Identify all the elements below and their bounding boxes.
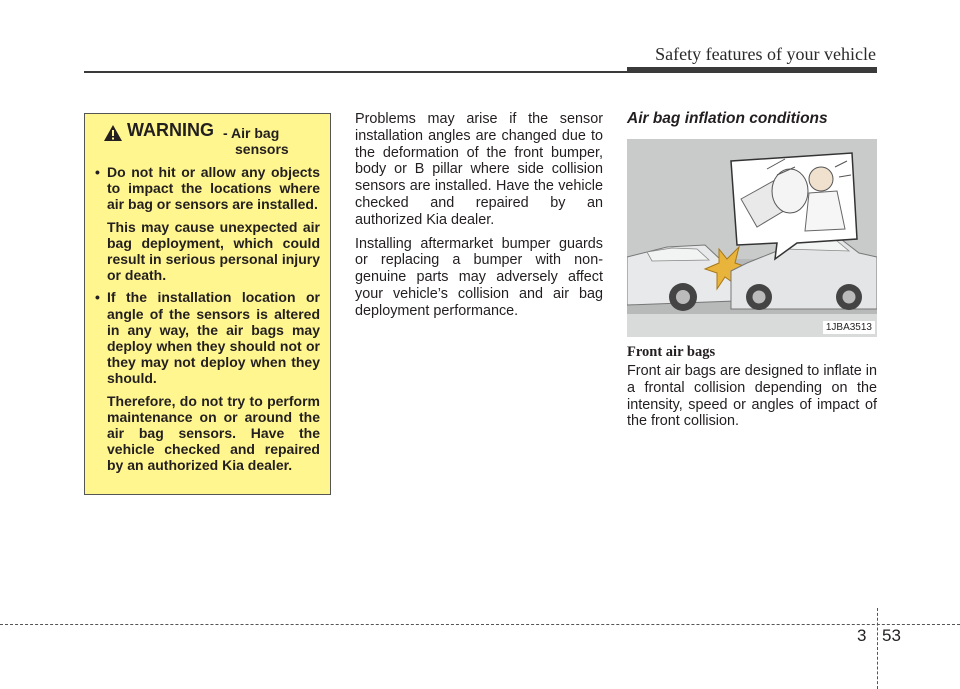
warning-subtitle-line1: - Air bag	[223, 125, 280, 141]
warning-word: WARNING	[127, 120, 214, 140]
sub-heading: Front air bags	[627, 344, 716, 360]
warning-item-text: • If the installation location or angle of the sensors is altered in any way, the air bags may deploy when they should not or they may not deploy when they should.	[107, 289, 320, 387]
header-title: Safety features of your vehicle	[655, 44, 876, 64]
warning-triangle-icon	[103, 124, 123, 142]
right-column	[627, 363, 877, 430]
footer-rule	[0, 624, 960, 625]
car-collision-drawing	[627, 139, 877, 337]
image-caption: 1JBA3513	[823, 321, 875, 334]
body-paragraph: Problems may arise if the sensor installation angles are changed due to the deformation of the front bumper, body or B pillar where side collision sensors are installed. Have the vehicle checked and repaired by an authorized Kia dealer.	[355, 111, 603, 228]
warning-list	[95, 164, 320, 474]
footer-divider	[877, 608, 878, 689]
warning-subtitle-line2: sensors	[235, 141, 289, 157]
warning-item	[95, 164, 320, 283]
collision-illustration	[627, 139, 877, 337]
section-heading: Air bag inflation conditions	[627, 110, 828, 127]
warning-item-note: Therefore, do not try to perform maintenance on or around the air bag sensors. Have the vehicle checked and repaired by an authorized Kia dealer.	[107, 392, 320, 474]
header-rule-accent	[627, 67, 877, 73]
warning-item-note: This may cause unexpected air bag deployment, which could result in serious personal injury or death.	[107, 218, 320, 284]
chapter-number: 3	[857, 626, 867, 645]
warning-item-text: • Do not hit or allow any objects to impact the locations where air bag or sensors are installed.	[107, 164, 320, 213]
warning-item	[95, 289, 320, 473]
middle-column	[355, 111, 603, 327]
body-paragraph: Installing aftermarket bumper guards or replacing a bumper with non-genuine parts may adversely affect your vehicle’s collision and air bag deployment performance.	[355, 235, 603, 319]
warning-box	[84, 113, 331, 495]
page-number: 53	[882, 626, 901, 645]
warning-header	[95, 122, 320, 164]
body-paragraph: Front air bags are designed to inflate in a frontal collision depending on the intensity, speed or angles of impact of the front collision.	[627, 363, 877, 430]
